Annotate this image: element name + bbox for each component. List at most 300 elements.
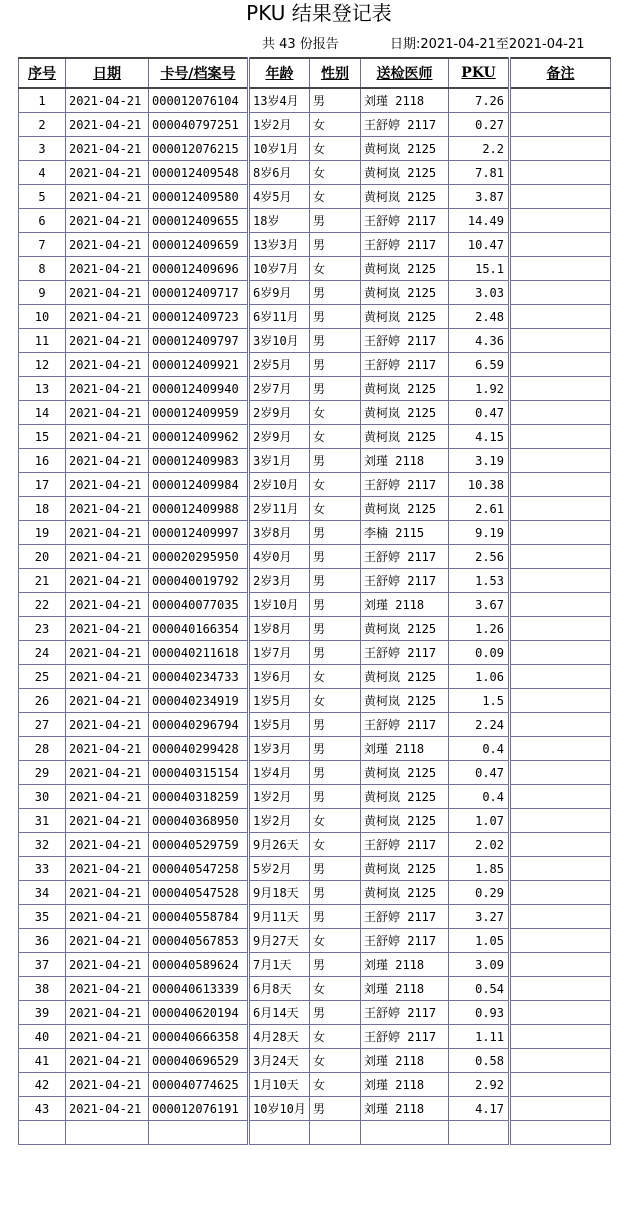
cell-index: 26	[19, 689, 66, 713]
cell-age: 1岁8月	[249, 617, 310, 641]
cell-age: 1岁10月	[249, 593, 310, 617]
cell-card: 000040547528	[149, 881, 249, 905]
cell-date: 2021-04-21	[66, 905, 149, 929]
cell-note	[510, 905, 611, 929]
cell-doctor: 王舒婷 2117	[361, 353, 449, 377]
cell-note	[510, 353, 611, 377]
cell-index: 17	[19, 473, 66, 497]
cell-sex: 男	[310, 281, 361, 305]
cell-note	[510, 929, 611, 953]
cell-note	[510, 329, 611, 353]
cell-doctor: 黄柯岚 2125	[361, 401, 449, 425]
cell-card: 000012409984	[149, 473, 249, 497]
cell-index: 5	[19, 185, 66, 209]
table-row	[19, 1001, 611, 1025]
cell-date: 2021-04-21	[66, 593, 149, 617]
cell-date: 2021-04-21	[66, 977, 149, 1001]
cell-pku: 3.67	[449, 593, 510, 617]
cell-age: 13岁3月	[249, 233, 310, 257]
cell-note	[510, 617, 611, 641]
cell-date: 2021-04-21	[66, 689, 149, 713]
cell-age: 1岁5月	[249, 713, 310, 737]
cell-card: 000040529759	[149, 833, 249, 857]
cell-date: 2021-04-21	[66, 569, 149, 593]
cell-card: 000012409940	[149, 377, 249, 401]
cell-sex: 男	[310, 905, 361, 929]
cell-note	[510, 257, 611, 281]
cell-index: 41	[19, 1049, 66, 1073]
page-title: PKU 结果登记表	[246, 1, 392, 25]
cell-card: 000012409548	[149, 161, 249, 185]
cell-pku: 10.38	[449, 473, 510, 497]
cell-note	[510, 1025, 611, 1049]
cell-date: 2021-04-21	[66, 857, 149, 881]
cell-date: 2021-04-21	[66, 425, 149, 449]
cell-index: 2	[19, 113, 66, 137]
cell-doctor: 黄柯岚 2125	[361, 281, 449, 305]
cell-note	[510, 1001, 611, 1025]
table-row	[19, 233, 611, 257]
cell-note	[510, 737, 611, 761]
cell-date: 2021-04-21	[66, 305, 149, 329]
cell-doctor: 黄柯岚 2125	[361, 377, 449, 401]
cell-card: 000040558784	[149, 905, 249, 929]
cell-doctor: 刘瑾 2118	[361, 593, 449, 617]
table-row	[19, 401, 611, 425]
cell-note	[510, 641, 611, 665]
cell-date: 2021-04-21	[66, 785, 149, 809]
cell-pku: 3.19	[449, 449, 510, 473]
cell-age: 1岁2月	[249, 809, 310, 833]
table-row	[19, 185, 611, 209]
table-row	[19, 1097, 611, 1121]
col-header-date: 日期	[66, 58, 149, 88]
table-row	[19, 641, 611, 665]
cell-card: 000012409723	[149, 305, 249, 329]
cell-index: 6	[19, 209, 66, 233]
cell-index: 34	[19, 881, 66, 905]
table-row	[19, 1049, 611, 1073]
cell-sex: 女	[310, 137, 361, 161]
cell-card: 000012409921	[149, 353, 249, 377]
table-row	[19, 929, 611, 953]
cell-index: 21	[19, 569, 66, 593]
cell-pku: 1.53	[449, 569, 510, 593]
cell-date: 2021-04-21	[66, 401, 149, 425]
cell-card: 000040547258	[149, 857, 249, 881]
cell-sex: 女	[310, 833, 361, 857]
cell-age: 2岁5月	[249, 353, 310, 377]
cell-doctor: 黄柯岚 2125	[361, 305, 449, 329]
cell-date: 2021-04-21	[66, 161, 149, 185]
cell-date: 2021-04-21	[66, 881, 149, 905]
cell-age: 9月27天	[249, 929, 310, 953]
cell-card: 000040211618	[149, 641, 249, 665]
cell-sex: 男	[310, 209, 361, 233]
cell-sex: 女	[310, 161, 361, 185]
cell-pku: 7.26	[449, 88, 510, 113]
cell-pku: 1.26	[449, 617, 510, 641]
cell-sex: 男	[310, 953, 361, 977]
cell-index: 27	[19, 713, 66, 737]
cell-doctor: 王舒婷 2117	[361, 1001, 449, 1025]
cell-card: 000012409580	[149, 185, 249, 209]
cell-sex: 女	[310, 665, 361, 689]
cell-sex: 女	[310, 113, 361, 137]
cell-date: 2021-04-21	[66, 113, 149, 137]
cell-card: 000040166354	[149, 617, 249, 641]
cell-pku: 2.02	[449, 833, 510, 857]
cell-doctor: 黄柯岚 2125	[361, 161, 449, 185]
cell-pku: 1.07	[449, 809, 510, 833]
table-row	[19, 857, 611, 881]
table-row	[19, 833, 611, 857]
cell-pku: 9.19	[449, 521, 510, 545]
table-row	[19, 545, 611, 569]
cell-card: 000040567853	[149, 929, 249, 953]
cell-age: 2岁3月	[249, 569, 310, 593]
cell-date: 2021-04-21	[66, 1073, 149, 1097]
cell-sex: 女	[310, 977, 361, 1001]
cell-pku: 4.36	[449, 329, 510, 353]
col-header-card: 卡号/档案号	[149, 58, 249, 88]
cell-index: 18	[19, 497, 66, 521]
cell-card: 000040318259	[149, 785, 249, 809]
cell-doctor: 刘瑾 2118	[361, 737, 449, 761]
cell-note	[510, 1073, 611, 1097]
cell-pku: 0.4	[449, 737, 510, 761]
cell-index: 3	[19, 137, 66, 161]
cell-doctor: 刘瑾 2118	[361, 1073, 449, 1097]
col-header-doctor: 送检医师	[361, 58, 449, 88]
cell-card: 000040589624	[149, 953, 249, 977]
cell-sex: 男	[310, 761, 361, 785]
cell-index: 1	[19, 88, 66, 113]
cell-index: 4	[19, 161, 66, 185]
cell-card: 000020295950	[149, 545, 249, 569]
cell-note	[510, 593, 611, 617]
cell-sex: 男	[310, 641, 361, 665]
cell-card: 000012409655	[149, 209, 249, 233]
cell-age: 6月8天	[249, 977, 310, 1001]
cell-doctor: 黄柯岚 2125	[361, 689, 449, 713]
cell-note	[510, 665, 611, 689]
cell-note	[510, 113, 611, 137]
cell-index: 35	[19, 905, 66, 929]
cell-sex: 女	[310, 497, 361, 521]
cell-doctor: 刘瑾 2118	[361, 88, 449, 113]
cell-note	[510, 185, 611, 209]
empty-cell	[66, 1121, 149, 1145]
cell-pku: 2.48	[449, 305, 510, 329]
cell-note	[510, 209, 611, 233]
empty-cell	[310, 1121, 361, 1145]
cell-note	[510, 281, 611, 305]
empty-row	[19, 1121, 611, 1145]
cell-date: 2021-04-21	[66, 1097, 149, 1121]
cell-index: 13	[19, 377, 66, 401]
cell-doctor: 黄柯岚 2125	[361, 665, 449, 689]
cell-age: 10岁1月	[249, 137, 310, 161]
table-row	[19, 137, 611, 161]
cell-index: 33	[19, 857, 66, 881]
cell-pku: 0.47	[449, 401, 510, 425]
cell-pku: 0.09	[449, 641, 510, 665]
table-body	[19, 88, 611, 1145]
cell-sex: 女	[310, 473, 361, 497]
cell-age: 9月11天	[249, 905, 310, 929]
cell-card: 000012409659	[149, 233, 249, 257]
cell-note	[510, 761, 611, 785]
cell-date: 2021-04-21	[66, 1001, 149, 1025]
cell-card: 000012076191	[149, 1097, 249, 1121]
cell-pku: 1.92	[449, 377, 510, 401]
cell-age: 1岁2月	[249, 113, 310, 137]
cell-age: 2岁9月	[249, 425, 310, 449]
cell-note	[510, 233, 611, 257]
cell-index: 20	[19, 545, 66, 569]
cell-pku: 2.61	[449, 497, 510, 521]
empty-cell	[149, 1121, 249, 1145]
cell-date: 2021-04-21	[66, 88, 149, 113]
date-range: 日期:2021-04-21至2021-04-21	[390, 37, 585, 52]
cell-sex: 男	[310, 233, 361, 257]
cell-doctor: 刘瑾 2118	[361, 953, 449, 977]
cell-card: 000040774625	[149, 1073, 249, 1097]
cell-pku: 3.27	[449, 905, 510, 929]
cell-pku: 10.47	[449, 233, 510, 257]
cell-sex: 女	[310, 689, 361, 713]
cell-doctor: 王舒婷 2117	[361, 929, 449, 953]
table-row	[19, 449, 611, 473]
cell-doctor: 刘瑾 2118	[361, 1097, 449, 1121]
cell-age: 1岁5月	[249, 689, 310, 713]
cell-doctor: 黄柯岚 2125	[361, 809, 449, 833]
cell-date: 2021-04-21	[66, 617, 149, 641]
cell-age: 2岁7月	[249, 377, 310, 401]
cell-age: 1岁2月	[249, 785, 310, 809]
cell-date: 2021-04-21	[66, 953, 149, 977]
cell-date: 2021-04-21	[66, 929, 149, 953]
cell-sex: 男	[310, 88, 361, 113]
cell-age: 4岁0月	[249, 545, 310, 569]
table-row	[19, 377, 611, 401]
cell-card: 000012409959	[149, 401, 249, 425]
cell-date: 2021-04-21	[66, 1025, 149, 1049]
cell-index: 8	[19, 257, 66, 281]
cell-pku: 15.1	[449, 257, 510, 281]
col-header-index: 序号	[19, 58, 66, 88]
cell-card: 000012076215	[149, 137, 249, 161]
cell-doctor: 王舒婷 2117	[361, 113, 449, 137]
cell-doctor: 黄柯岚 2125	[361, 185, 449, 209]
cell-sex: 女	[310, 425, 361, 449]
cell-age: 7月1天	[249, 953, 310, 977]
cell-note	[510, 569, 611, 593]
cell-doctor: 黄柯岚 2125	[361, 617, 449, 641]
cell-card: 000040299428	[149, 737, 249, 761]
cell-age: 1岁6月	[249, 665, 310, 689]
cell-card: 000040234733	[149, 665, 249, 689]
cell-note	[510, 857, 611, 881]
cell-note	[510, 401, 611, 425]
table-row	[19, 353, 611, 377]
cell-age: 5岁2月	[249, 857, 310, 881]
cell-age: 2岁9月	[249, 401, 310, 425]
cell-pku: 1.5	[449, 689, 510, 713]
table-row	[19, 665, 611, 689]
table-row	[19, 737, 611, 761]
col-header-pku: PKU	[449, 58, 510, 88]
cell-sex: 女	[310, 1073, 361, 1097]
table-row	[19, 209, 611, 233]
cell-index: 16	[19, 449, 66, 473]
cell-doctor: 黄柯岚 2125	[361, 785, 449, 809]
cell-sex: 女	[310, 809, 361, 833]
cell-index: 22	[19, 593, 66, 617]
cell-age: 1岁4月	[249, 761, 310, 785]
cell-note	[510, 833, 611, 857]
cell-doctor: 王舒婷 2117	[361, 545, 449, 569]
cell-age: 3岁10月	[249, 329, 310, 353]
cell-card: 000012076104	[149, 88, 249, 113]
header-row	[19, 58, 611, 88]
cell-age: 10岁10月	[249, 1097, 310, 1121]
cell-index: 30	[19, 785, 66, 809]
cell-pku: 6.59	[449, 353, 510, 377]
table-row	[19, 713, 611, 737]
cell-age: 3岁8月	[249, 521, 310, 545]
cell-card: 000040234919	[149, 689, 249, 713]
cell-doctor: 黄柯岚 2125	[361, 257, 449, 281]
cell-pku: 1.05	[449, 929, 510, 953]
cell-index: 36	[19, 929, 66, 953]
cell-age: 2岁11月	[249, 497, 310, 521]
cell-date: 2021-04-21	[66, 449, 149, 473]
cell-age: 13岁4月	[249, 88, 310, 113]
cell-sex: 男	[310, 569, 361, 593]
col-header-sex: 性别	[310, 58, 361, 88]
table-row	[19, 785, 611, 809]
cell-sex: 男	[310, 857, 361, 881]
table-row	[19, 305, 611, 329]
cell-sex: 女	[310, 1025, 361, 1049]
table-row	[19, 905, 611, 929]
table-row	[19, 809, 611, 833]
cell-sex: 男	[310, 785, 361, 809]
cell-sex: 男	[310, 1097, 361, 1121]
cell-note	[510, 545, 611, 569]
cell-date: 2021-04-21	[66, 1049, 149, 1073]
cell-index: 39	[19, 1001, 66, 1025]
table-row	[19, 88, 611, 113]
cell-index: 23	[19, 617, 66, 641]
cell-note	[510, 809, 611, 833]
cell-pku: 0.29	[449, 881, 510, 905]
table-row	[19, 761, 611, 785]
cell-doctor: 黄柯岚 2125	[361, 497, 449, 521]
cell-date: 2021-04-21	[66, 521, 149, 545]
cell-sex: 女	[310, 257, 361, 281]
cell-note	[510, 161, 611, 185]
cell-pku: 2.24	[449, 713, 510, 737]
cell-index: 38	[19, 977, 66, 1001]
cell-card: 000040620194	[149, 1001, 249, 1025]
cell-date: 2021-04-21	[66, 665, 149, 689]
cell-age: 3月24天	[249, 1049, 310, 1073]
table-row	[19, 689, 611, 713]
cell-doctor: 王舒婷 2117	[361, 1025, 449, 1049]
cell-sex: 女	[310, 185, 361, 209]
table-row	[19, 497, 611, 521]
cell-date: 2021-04-21	[66, 473, 149, 497]
cell-age: 3岁1月	[249, 449, 310, 473]
cell-note	[510, 305, 611, 329]
cell-doctor: 王舒婷 2117	[361, 641, 449, 665]
cell-note	[510, 953, 611, 977]
cell-sex: 男	[310, 353, 361, 377]
cell-doctor: 黄柯岚 2125	[361, 857, 449, 881]
cell-sex: 男	[310, 617, 361, 641]
cell-sex: 男	[310, 329, 361, 353]
empty-cell	[19, 1121, 66, 1145]
cell-pku: 1.06	[449, 665, 510, 689]
cell-date: 2021-04-21	[66, 257, 149, 281]
cell-pku: 1.11	[449, 1025, 510, 1049]
table-row	[19, 977, 611, 1001]
table-row	[19, 1073, 611, 1097]
cell-pku: 0.54	[449, 977, 510, 1001]
cell-sex: 女	[310, 929, 361, 953]
cell-pku: 0.58	[449, 1049, 510, 1073]
cell-doctor: 王舒婷 2117	[361, 329, 449, 353]
cell-index: 28	[19, 737, 66, 761]
table-row	[19, 521, 611, 545]
cell-pku: 0.93	[449, 1001, 510, 1025]
cell-index: 32	[19, 833, 66, 857]
table-row	[19, 881, 611, 905]
table-row	[19, 593, 611, 617]
cell-sex: 女	[310, 401, 361, 425]
cell-card: 000040613339	[149, 977, 249, 1001]
cell-card: 000040315154	[149, 761, 249, 785]
cell-date: 2021-04-21	[66, 809, 149, 833]
cell-doctor: 王舒婷 2117	[361, 473, 449, 497]
cell-index: 37	[19, 953, 66, 977]
cell-date: 2021-04-21	[66, 209, 149, 233]
table-row	[19, 1025, 611, 1049]
cell-note	[510, 689, 611, 713]
cell-card: 000012409983	[149, 449, 249, 473]
cell-card: 000012409717	[149, 281, 249, 305]
cell-pku: 4.15	[449, 425, 510, 449]
cell-card: 000040296794	[149, 713, 249, 737]
cell-pku: 1.85	[449, 857, 510, 881]
cell-note	[510, 137, 611, 161]
cell-index: 10	[19, 305, 66, 329]
cell-doctor: 李楠 2115	[361, 521, 449, 545]
col-header-age: 年龄	[249, 58, 310, 88]
cell-index: 29	[19, 761, 66, 785]
cell-doctor: 王舒婷 2117	[361, 905, 449, 929]
cell-index: 14	[19, 401, 66, 425]
cell-doctor: 王舒婷 2117	[361, 209, 449, 233]
cell-sex: 男	[310, 593, 361, 617]
cell-note	[510, 785, 611, 809]
cell-pku: 4.17	[449, 1097, 510, 1121]
cell-age: 1岁7月	[249, 641, 310, 665]
cell-index: 11	[19, 329, 66, 353]
